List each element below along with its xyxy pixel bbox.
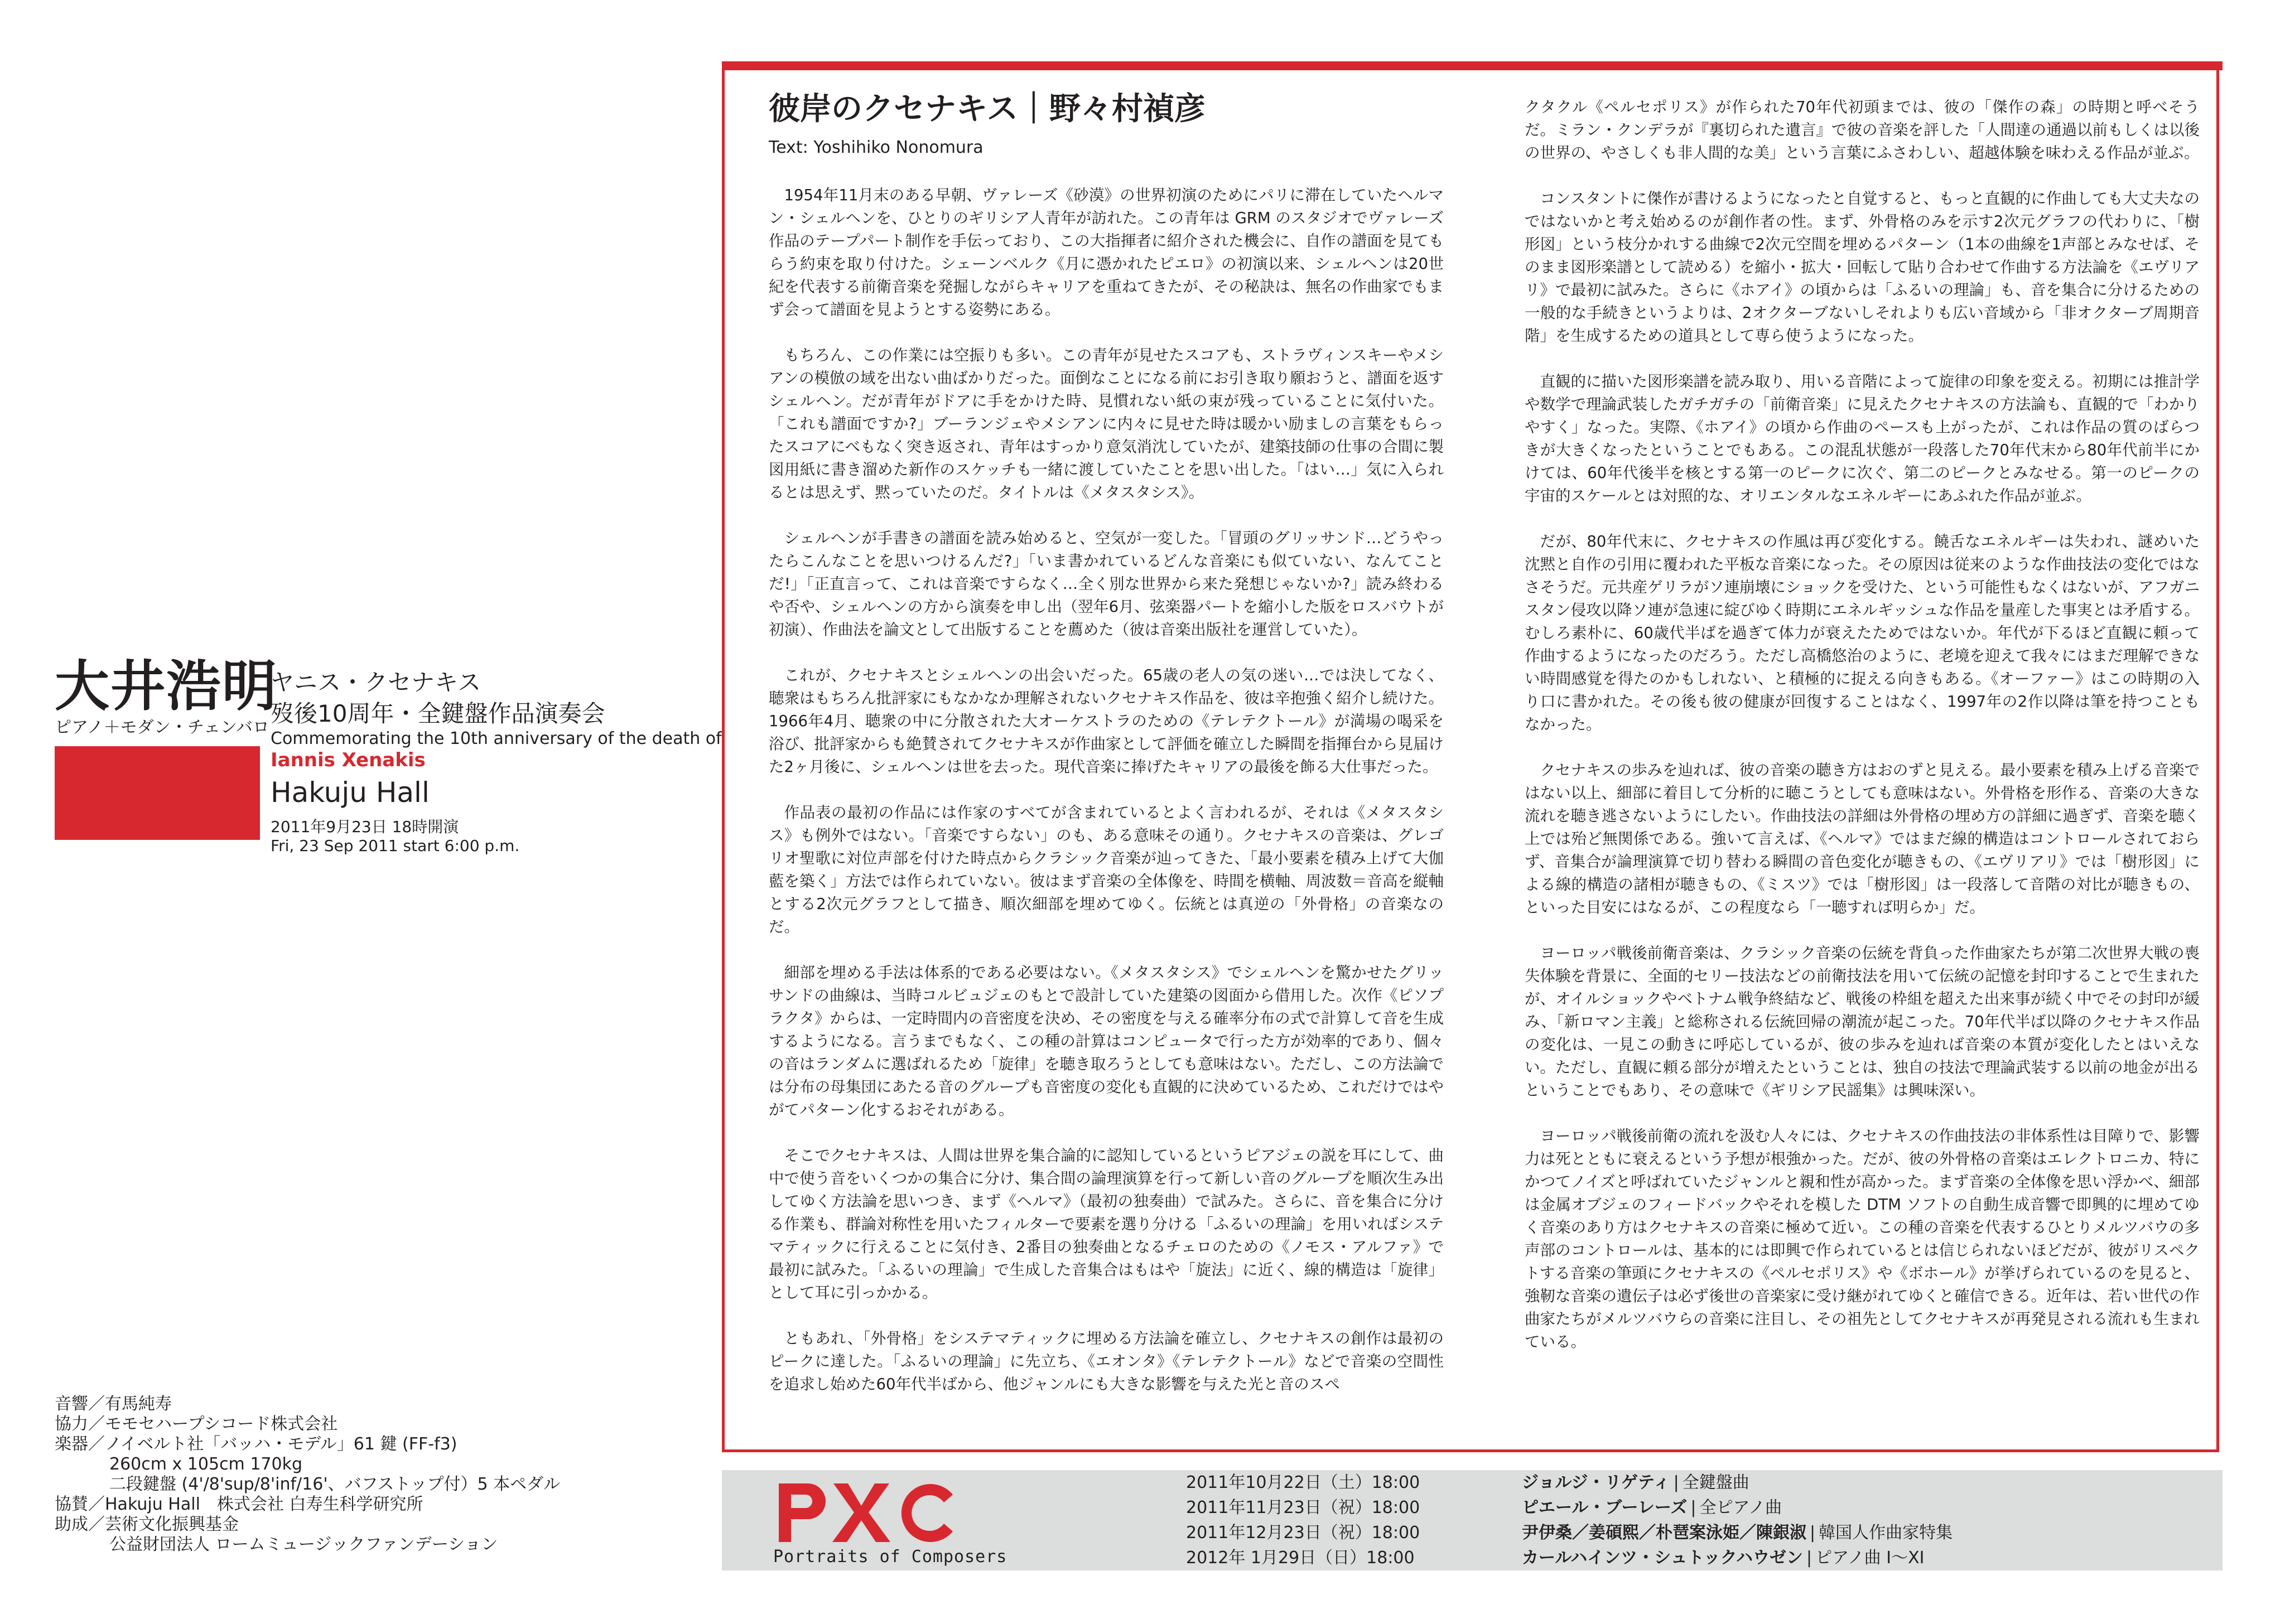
schedule-program-title: ピアノ曲 I〜XI <box>1815 1548 1925 1568</box>
credit-instrument: 楽器／ノイベルト社「バッハ・モデル」61 鍵 (FF-f3) <box>55 1434 457 1454</box>
schedule-date: 2011年11月23日（祝）18:00 <box>1186 1498 1420 1517</box>
article-top-bar <box>722 61 2223 70</box>
credit-sponsor: 協賛／Hakuju Hall 株式会社 白寿生科学研究所 <box>55 1495 423 1514</box>
article-paragraph: 1954年11月末のある早朝、ヴァレーズ《砂漠》の世界初演のためにパリに滞在していたヘルマン・シェルヘンを、ひとりのギリシア人青年が訪れた。この青年は GRM のスタジオでヴァレーズ作品のテープパート制作を手伝っており、この大指揮者に紹介された機会に、自作の譜面を見てもらう約束を取り付けた。シェーンベルク《月に憑かれたピエロ》の初演以来、シェルヘンは20世紀を代表する前衛音楽を発掘しながらキャリアを重ねてきたが、その秘訣は、無名の作曲家でもまず会って譜面を見ようとする姿勢にある。 <box>769 186 1444 318</box>
article-paragraph: もちろん、この作業には空振りも多い。この青年が見せたスコアも、ストラヴィンスキーやメシアンの模倣の域を出ない曲ばかりだった。面倒なことになる前にお引き取り願おうと、譜面を返すシェルヘン。だが青年がドアに手をかけた時、見慣れない紙の束が残っていることに気付いた。「これも譜面ですか?」ブーランジェやメシアンに内々に見せた時は暖かい励ましの言葉をもらったスコアにべもなく突き返され、青年はすっかり意気消沈していたが、建築技師の仕事の合間に製図用紙に書き溜めた新作のスケッチも一緒に渡していたことを思い出した。「はい…」気に入られるとは思えず、黙っていたのだ。タイトルは《メタスタシス》。 <box>769 346 1444 501</box>
schedule-program: ピエール・ブーレーズ | 全ピアノ曲 <box>1522 1498 1782 1517</box>
schedule-program: ジョルジ・リゲティ | 全鍵盤曲 <box>1522 1473 1749 1492</box>
logo-subtitle: Portraits of Composers <box>773 1547 1007 1567</box>
article-paragraph: シェルヘンが手書きの譜面を読み始めると、空気が一変した。「冒頭のグリッサンド…どうやったらこんなことを思いつけるんだ?」「いま書かれているどんな音楽にも似ていない、なんてことだ!」「正直言って、これは音楽ですらなく…全く別な世界から来た発想じゃないか?」読み終わるや否や、シェルヘンの方から演奏を申し出（翌年6月、弦楽器パートを縮小した版をロスバウトが初演）、作曲法を論文として出版することを薦めた（彼は音楽出版社を運営していた）。 <box>769 529 1444 639</box>
pxc-logo-icon <box>773 1478 957 1545</box>
article-paragraph: 細部を埋める手法は体系的である必要はない。《メタスタシス》でシェルヘンを驚かせたグリッサンドの曲線は、当時コルビュジェのもとで設計していた建築の図面から借用した。次作《ピソプラクタ》からは、一定時間内の音密度を決め、その密度を与える確率分布の式で計算して音を生成するようになる。言うまでもなく、この種の計算はコンピュータで行った方が効率的であり、個々の音はランダムに選ばれるため「旋律」を聴き取ろうとしても意味はない。ただし、この方法論では分布の母集団にあたる音のグループも音密度の変化も直観的に決めているため、これだけではやがてパターン化するおそれがある。 <box>769 964 1444 1119</box>
schedule-composer: ピエール・ブーレーズ <box>1522 1498 1688 1517</box>
red-color-block <box>55 746 260 840</box>
concert-date-en: Fri, 23 Sep 2011 start 6:00 p.m. <box>271 837 520 855</box>
schedule-date: 2011年10月22日（土）18:00 <box>1186 1473 1420 1492</box>
schedule-composer: カールハインツ・シュトックハウゼン <box>1522 1548 1803 1568</box>
schedule-program-title: 全ピアノ曲 <box>1699 1498 1782 1517</box>
article-column-2 <box>1525 96 2200 1376</box>
credit-instrument-spec: 二段鍵盤 (4'/8'sup/8'inf/16'、バフストップ付）5 本ペダル <box>109 1475 561 1494</box>
schedule-program-title: 韓国人作曲家特集 <box>1819 1523 1953 1543</box>
credit-instrument-size: 260cm x 105cm 170kg <box>109 1454 302 1474</box>
composer-name-en: Iannis Xenakis <box>271 749 426 771</box>
performer-name: 大井浩明 <box>55 655 278 718</box>
credit-cooperation: 協力／モモセハープシコード株式会社 <box>55 1414 338 1434</box>
article-paragraph: ともあれ、「外骨格」をシステマティックに埋める方法論を確立し、クセナキスの創作は最初のピークに達した。「ふるいの理論」に先立ち、《エオンタ》《テレテクトール》などで音楽の空間性を追求し始めた60年代半ばから、他ジャンルにも大きな影響を与えた光と音のスペ <box>769 1330 1444 1393</box>
article-paragraph: 作品表の最初の作品には作家のすべてが含まれているとよく言われるが、それは《メタスタシス》も例外ではない。「音楽ですらない」のも、ある意味その通り。クセナキスの音楽は、グレゴリオ聖歌に対位声部を付けた時点からクラシック音楽が辿ってきた、「最小要素を積み上げて大伽藍を築く」方法では作られていない。彼はまず音楽の全体像を、時間を横軸、周波数＝音高を縦軸とする2次元グラフとして描き、順次細部を埋めてゆく。伝統とは真逆の「外骨格」の音楽なのだ。 <box>769 804 1444 936</box>
schedule-row <box>1186 1495 2212 1520</box>
performer-role: ピアノ＋モダン・チェンバロ <box>55 718 269 737</box>
article-paragraph: 直観的に描いた図形楽譜を読み取り、用いる音階によって旋律の印象を変える。初期には推計学や数学で理論武装したガチガチの「前衛音楽」に見えたクセナキスの方法論も、直観的で「わかりやすく」なった。実際、《ホアイ》の頃から作曲のペースも上がったが、これは作品の質のばらつきが大きくなったということでもある。この混乱状態が一段落した70年代末から80年代前半にかけては、60年代後半を核とする第一のピークに次ぐ、第二のピークとみなせる。第一のピークの宇宙的スケールとは対照的な、オリエンタルなエネルギーにあふれた作品が並ぶ。 <box>1525 373 2200 505</box>
concert-title-line1: ヤニス・クセナキス <box>271 669 481 696</box>
schedule-date: 2012年 1月29日（日）18:00 <box>1186 1548 1415 1568</box>
article-paragraph: ヨーロッパ戦後前衛の流れを汲む人々には、クセナキスの作曲技法の非体系性は目障りで、影響力は死とともに衰えるという予想が根強かった。だが、彼の外骨格の音楽はエレクトロニカ、特にかつてノイズと呼ばれていたジャンルと親和性が高かった。まず音楽の全体像を思い浮かべ、細部は金属オブジェのフィードバックやそれを模した DTM ソフトの自動生成音響で即興的に埋めてゆく音楽のあり方はクセナキスの音楽に極めて近い。この種の音楽を代表するひとりメルツバウの多声部のコントロールは、基本的には即興で作られているとは信じられないほどだが、彼がリスペクトする音楽の筆頭にクセナキスの《ペルセポリス》や《ボホール》が挙げられているのを見ると、強靭な音楽の遺伝子は必ず後世の音楽家に受け継がれてゆくと確信できる。近年は、若い世代の作曲家たちがメルツバウらの音楽に注目し、その祖先としてクセナキスが再発見される流れも生まれている。 <box>1525 1127 2200 1351</box>
concert-subtitle-en: Commemorating the 10th anniversary of the death of <box>271 729 722 748</box>
concert-title-line2: 歿後10周年・全鍵盤作品演奏会 <box>271 700 605 727</box>
schedule-row <box>1186 1520 2212 1545</box>
concert-title <box>271 667 605 729</box>
article-paragraph: クセナキスの歩みを辿れば、彼の音楽の聴き方はおのずと見える。最小要素を積み上げる音楽ではない以上、細部に着目して分析的に聴こうとしても意味はない。外骨格を形作る、音楽の大きな流れを聴き逃さないようにしたい。作曲技法の詳細は外骨格の埋め方の詳細に過ぎず、音楽を聴く上では殆ど無関係である。強いて言えば、《ヘルマ》ではまだ線的構造はコントロールされておらず、音集合が論理演算で切り替わる瞬間の音色変化が聴きもの、《エヴリアリ》では「樹形図」による線的構造の諸相が聴きもの、《ミスツ》では「樹形図」は一段落して音階の対比が聴きもの、といった目安にはなるが、この程度なら「一聴すれば明らか」だ。 <box>1525 761 2200 916</box>
schedule-row <box>1186 1470 2212 1495</box>
article-paragraph: クタクル《ペルセポリス》が作られた70年代初頭までは、彼の「傑作の森」の時期と呼べそうだ。ミラン・クンデラが『裏切られた遺言』で彼の音楽を評した「人間達の通過以前もしくは以後の世界の、やさしくも非人間的な美」という言葉にふさわしい、超越体験を味わえる作品が並ぶ。 <box>1525 98 2200 162</box>
schedule-row <box>1186 1545 2212 1570</box>
schedule-date: 2011年12月23日（祝）18:00 <box>1186 1523 1420 1543</box>
article-paragraph: だが、80年代末に、クセナキスの作風は再び変化する。饒舌なエネルギーは失われ、謎めいた沈黙と自作の引用に覆われた平板な音楽になった。その原因は従来のような作曲技法の変化ではなさそうだ。元共産ゲリラがソ連崩壊にショックを受けた、という可能性もなくはないが、アフガニスタン侵攻以降ソ連が急速に綻びゆく時期にエネルギッシュな作品を量産した事実とは矛盾する。むしろ素朴に、60歳代半ばを過ぎて体力が衰えたためではないか。年代が下るほど直観に頼って作曲するようになったのだろう。ただし高橋悠治のように、老境を迎えて我々にはまだ理解できない時間感覚を得たのかもしれない、と積極的に捉える向きもある。《オーファー》はこの時期の入り口に書かれた。その後も彼の健康が回復することはなく、1997年の2作以降は筆を持つこともなかった。 <box>1525 533 2200 733</box>
schedule-program: カールハインツ・シュトックハウゼン | ピアノ曲 I〜XI <box>1522 1548 1925 1568</box>
article-paragraph: そこでクセナキスは、人間は世界を集合論的に認知しているというピアジェの説を耳にして、曲中で使う音をいくつかの集合に分け、集合間の論理演算を行って新しい音のグループを順次生み出してゆく方法論を思いつき、まず《ヘルマ》（最初の独奏曲）で試みた。さらに、音を集合に分ける作業も、群論対称性を用いたフィルターで要素を選り分ける「ふるいの理論」を用いればシステマティックに行えることに気付き、2番目の独奏曲となるチェロのための《ノモス・アルファ》で最初に試みた。「ふるいの理論」で生成した音集合はもはや「旋法」に近く、線的構造は「旋律」として耳に引っかかる。 <box>769 1147 1444 1302</box>
series-schedule <box>1186 1470 2212 1570</box>
concert-date <box>271 818 519 856</box>
schedule-composer: 尹伊桑／姜碩熙／朴琶案泳姫／陳銀淑 <box>1522 1523 1806 1543</box>
article-column-1 <box>769 184 1444 1419</box>
schedule-program: 尹伊桑／姜碩熙／朴琶案泳姫／陳銀淑 | 韓国人作曲家特集 <box>1522 1523 1953 1543</box>
article-paragraph: コンスタントに傑作が書けるようになったと自覚すると、もっと直観的に作曲しても大丈夫なのではないかと考え始めるのが創作者の性。まず、外骨格のみを示す2次元グラフの代わりに、「樹形図」という枝分かれする曲線で2次元空間を埋めるパターン（1本の曲線を1声部とみなせば、そのまま図形楽譜として読める）を縮小・拡大・回転して貼り合わせて作曲する方法論を《エヴリアリ》で最初に試みた。さらに《ホアイ》の頃からは「ふるいの理論」も、音を集合に分けるための一般的な手続きというよりは、2オクターブないしそれよりも広い音域から「非オクターブ周期音階」を生成するための道具として専ら使うようになった。 <box>1525 190 2200 345</box>
credit-foundation: 公益財団法人 ロームミュージックファンデーション <box>109 1535 498 1554</box>
schedule-program-title: 全鍵盤曲 <box>1682 1473 1749 1492</box>
schedule-composer: ジョルジ・リゲティ <box>1522 1473 1670 1492</box>
hall-name: Hakuju Hall <box>271 776 430 809</box>
article-paragraph: ヨーロッパ戦後前衛音楽は、クラシック音楽の伝統を背負った作曲家たちが第二次世界大戦の喪失体験を背景に、全面的セリー技法などの前衛技法を用いて伝統の記憶を封印することで生まれたが、オイルショックやベトナム戦争終結など、戦後の枠組を超えた出来事が続く中でその封印が緩み、「新ロマン主義」と総称される伝統回帰の潮流が起こった。70年代半ば以降のクセナキス作品の変化は、一見この動きに呼応しているが、彼の歩みを辿れば音楽の本質が変化したとはいえない。ただし、直観に頼る部分が増えたということは、独自の技法で理論武装する以前の地金が出るということでもあり、その意味で《ギリシア民謡集》は興味深い。 <box>1525 944 2200 1099</box>
concert-date-jp: 2011年9月23日 18時開演 <box>271 818 459 836</box>
credit-grant: 助成／芸術文化振興基金 <box>55 1515 239 1534</box>
article-title: 彼岸のクセナキス｜野々村禎彦 <box>769 91 1206 127</box>
credits-list <box>55 1394 560 1555</box>
article-author-credit: Text: Yoshihiko Nonomura <box>769 138 984 157</box>
credit-sound: 音響／有馬純寿 <box>55 1394 172 1414</box>
article-paragraph: これが、クセナキスとシェルヘンの出会いだった。65歳の老人の気の迷い…では決してなく、聴衆はもちろん批評家にもなかなか理解されないクセナキス作品を、彼は辛抱強く紹介し続けた。1966年4月、聴衆の中に分散された大オーケストラのための《テレテクトール》が満場の喝采を浴び、批評家からも絶賛されてクセナキスが作曲家として評価を確立した瞬間を指揮台から見届けた2ヶ月後に、シェルヘンは世を去った。現代音楽に捧げたキャリアの最後を飾る大仕事だった。 <box>769 666 1444 776</box>
